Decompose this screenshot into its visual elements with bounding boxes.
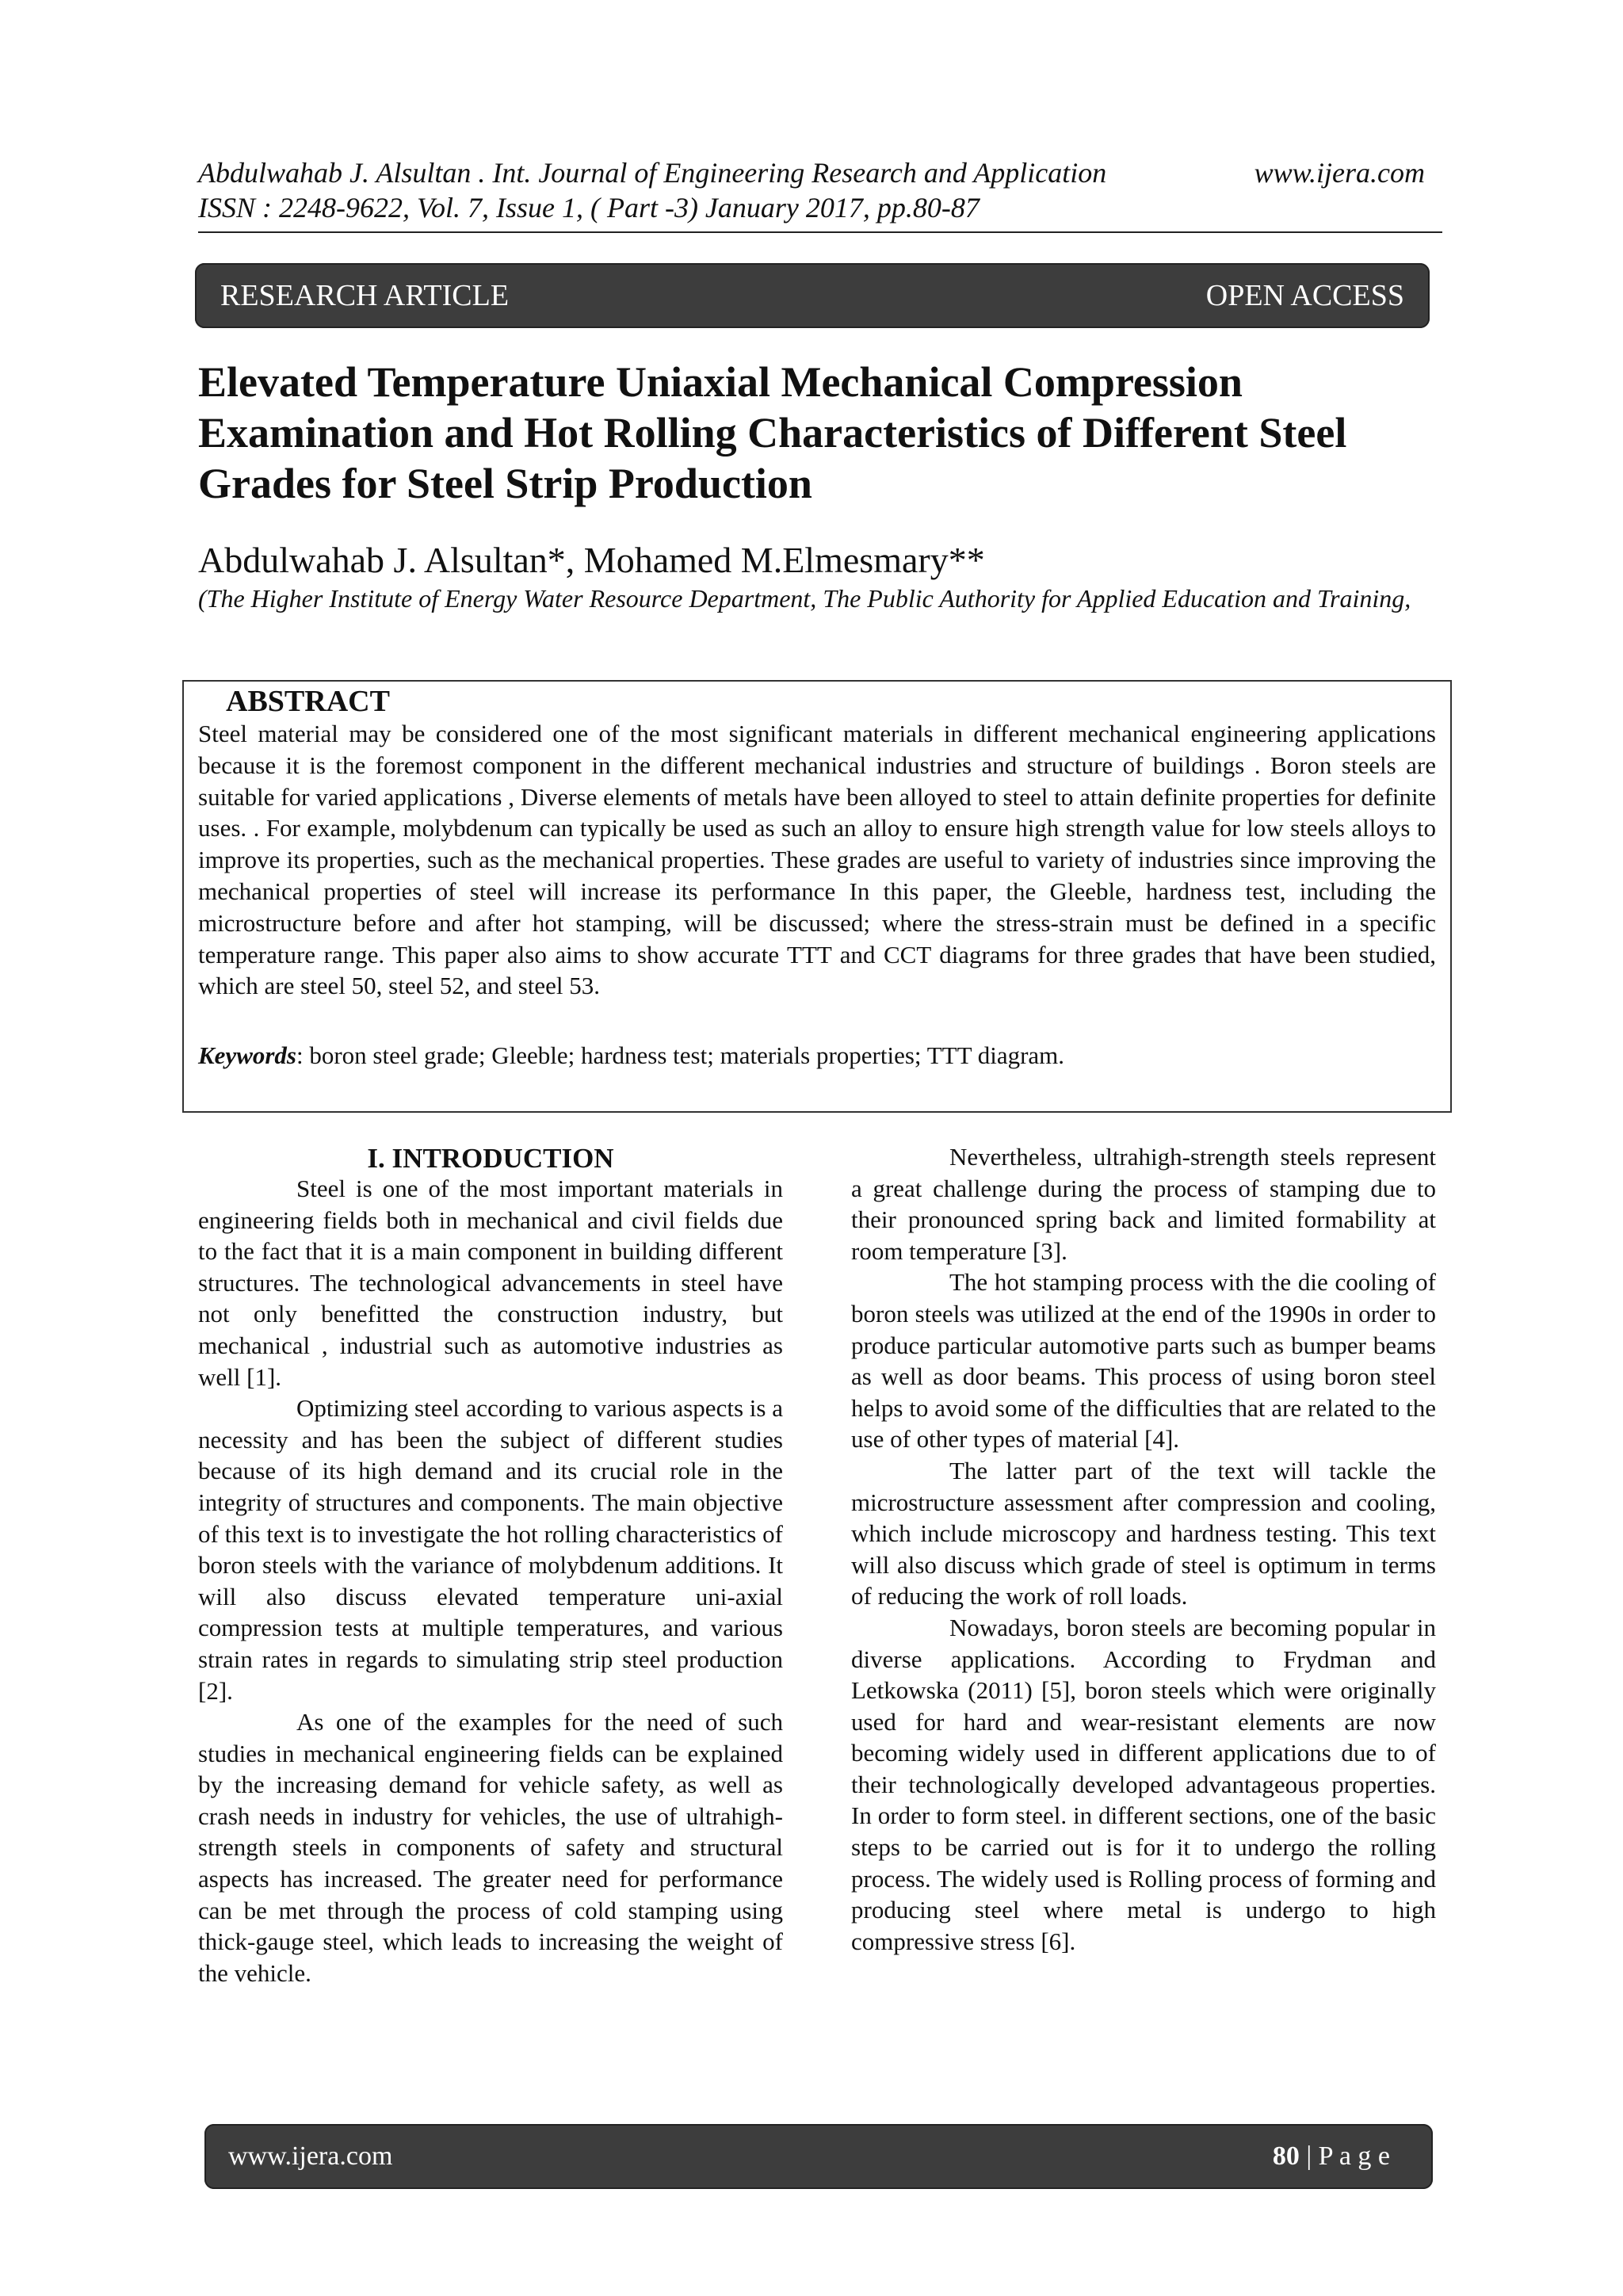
- abstract-text: Steel material may be considered one of the most significant materials in different mechanical engineering applications because it is the foremost component in the different mechanical industries and structure of buildings . Boron steels are suitable for varied applications , Diverse elements of metals have been alloyed to steel to attain definite properties for definite uses. . For example, molybdenum can typically be used as such an alloy to ensure high strength value for low steels alloys to improve its properties, such as the mechanical properties. These grades are useful to variety of industries since improving the mechanical properties of steel will increase its performance In this paper, the Gleeble, hardness test, including the microstructure before and after hot stamping, will be discussed; where the stress-strain must be defined in a specific temperature range. This paper also aims to show accurate TTT and CCT diagrams for three grades that have been studied, which are steel 50, steel 52, and steel 53.: [198, 720, 1436, 1000]
- right-column: [851, 1141, 1436, 1957]
- paragraph: The latter part of the text will tackle the microstructure assessment after compression and cooling, which include microscopy and hardness testing. This text will also discuss which grade of steel is optimum in terms of reducing the work of roll loads.: [851, 1456, 1436, 1610]
- paragraph: Nevertheless, ultrahigh-strength steels represent a great challenge during the process of stamping due to their pronounced spring back and limited formability at room temperature [3].: [851, 1143, 1436, 1265]
- author-affiliation: (The Higher Institute of Energy Water Resource Department, The Public Authority for Applied Education and Training,: [198, 584, 1411, 613]
- paper-title: Elevated Temperature Uniaxial Mechanical Compression Examination and Hot Rolling Characteristics of Different Steel Grades for Steel Strip Production: [198, 358, 1347, 507]
- issn-line: ISSN : 2248-9622, Vol. 7, Issue 1, ( Part -3) January 2017, pp.80-87: [198, 192, 980, 223]
- paragraph: Optimizing steel according to various aspects is a necessity and has been the subject of different studies because of its high demand and its crucial role in the integrity of structures and components. The main objective of this text is to investigate the hot rolling characteristics of boron steels with the variance of molybdenum additions. It will also discuss elevated temperature uni-axial compression tests at multiple temperatures, and various strain rates in regards to simulating strip steel production [2].: [198, 1394, 783, 1705]
- journal-website[interactable]: www.ijera.com: [1254, 157, 1425, 189]
- research-article-label: RESEARCH ARTICLE: [220, 279, 510, 312]
- keywords: [198, 1040, 1436, 1072]
- page-number: [1273, 2141, 1390, 2172]
- page-label: | P a g e: [1299, 2141, 1390, 2171]
- footer-website[interactable]: www.ijera.com: [228, 2141, 393, 2171]
- paragraph: Steel is one of the most important materials in engineering fields both in mechanical and civil fields due to the fact that it is a main component in building different structures. The technological advancements in steel have not only benefitted the construction industry, but mechanical , industrial such as automotive industries as well [1].: [198, 1175, 783, 1391]
- open-access-label: OPEN ACCESS: [1205, 279, 1404, 312]
- article-type-banner: [195, 263, 1430, 328]
- section-heading-introduction: I. INTRODUCTION: [367, 1143, 614, 1174]
- page-number-value: 80: [1272, 2141, 1300, 2171]
- header-rule: [198, 231, 1442, 233]
- abstract-heading: ABSTRACT: [226, 685, 390, 718]
- page-footer: [204, 2124, 1433, 2189]
- keywords-list: : boron steel grade; Gleeble; hardness test; materials properties; TTT diagram.: [296, 1041, 1065, 1069]
- keywords-label: Keywords: [198, 1041, 296, 1069]
- author-list: Abdulwahab J. Alsultan*, Mohamed M.Elmesmary**: [198, 540, 985, 580]
- paragraph: The hot stamping process with the die cooling of boron steels was utilized at the end of the 1990s in order to produce particular automotive parts such as bumper beams as well as door beams. This process of using boron steel helps to avoid some of the difficulties that are related to the use of other types of material [4].: [851, 1268, 1436, 1454]
- paragraph: Nowadays, boron steels are becoming popular in diverse applications. According to Frydman and Letkowska (2011) [5], boron steels which were originally used for hard and wear-resistant elements are now becoming widely used in different applications due to of their technologically developed advantageous properties. In order to form steel. in different sections, one of the basic steps to be carried out is for it to undergo the rolling process. The widely used is Rolling process of forming and producing steel where metal is undergo to high compressive stress [6].: [851, 1613, 1436, 1955]
- paragraph: As one of the examples for the need of such studies in mechanical engineering fields can be explained by the increasing demand for vehicle safety, as well as crash needs in industry for vehicles, the use of ultrahigh-strength steels in components of safety and structural aspects has increased. The greater need for performance can be met through the process of cold stamping using thick-gauge steel, which leads to increasing the weight of the vehicle.: [198, 1708, 783, 1987]
- left-column: [198, 1141, 783, 1988]
- journal-citation: Abdulwahab J. Alsultan . Int. Journal of Engineering Research and Application: [198, 157, 1107, 189]
